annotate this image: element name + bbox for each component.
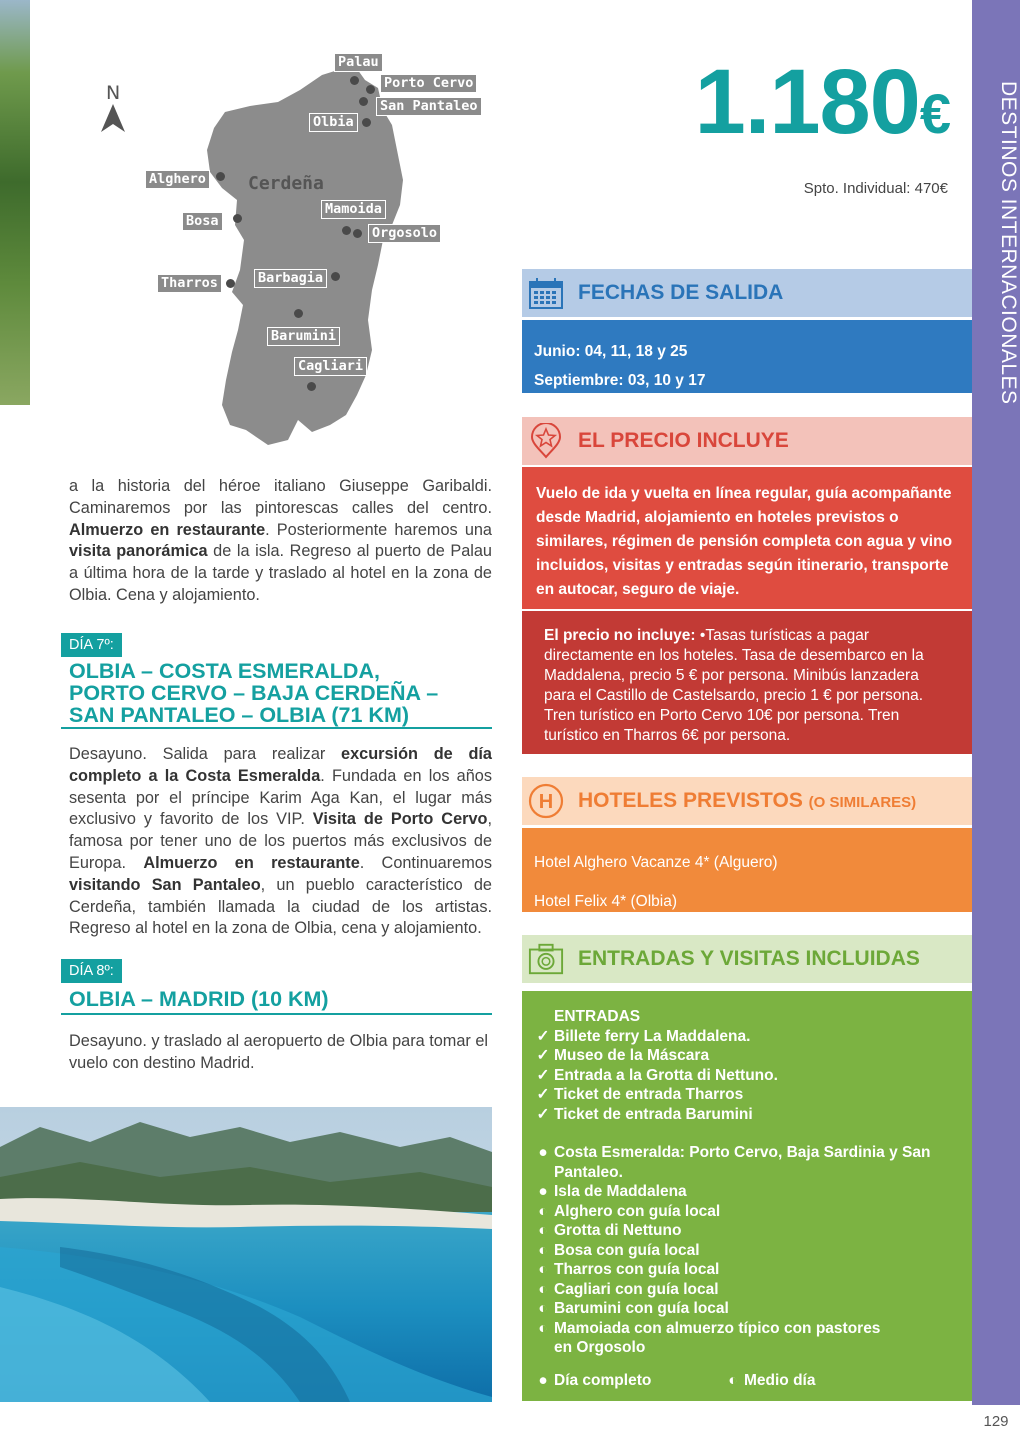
hoteles-body — [522, 828, 972, 912]
hoteles-title-main: HOTELES PREVISTOS — [578, 789, 803, 812]
fecha-line: Junio: 04, 11, 18 y 25 — [534, 343, 688, 360]
entradas-body — [522, 991, 972, 1401]
full-circle-icon: ● — [538, 1183, 548, 1200]
half-circle-icon: ◐ — [538, 1241, 548, 1259]
full-circle-icon: ● — [538, 1144, 548, 1161]
price — [640, 52, 950, 164]
coast-photo — [0, 1107, 492, 1402]
day8-paragraph: Desayuno. y traslado al aeropuerto de Olbia para tomar el vuelo con destino Madrid. — [69, 1032, 489, 1072]
entrada-item: ✓ Ticket de entrada Tharros — [532, 1085, 960, 1105]
visita-item: ◐ Cagliari con guía local — [532, 1280, 960, 1300]
price-currency: € — [919, 82, 950, 145]
entrada-item: ✓ Ticket de entrada Barumini — [532, 1105, 960, 1125]
visita-item: ◐ Mamoiada con almuerzo típico con pastores en Orgosolo — [532, 1319, 960, 1358]
map-label-tharros: Tharros — [157, 274, 222, 293]
sardinia-map — [0, 0, 520, 460]
visita-item: ● Isla de Maddalena — [532, 1182, 960, 1202]
hoteles-header — [522, 777, 972, 825]
hoteles-title — [578, 789, 916, 813]
half-circle-icon: ◐ — [538, 1222, 548, 1239]
day7-divider — [61, 727, 492, 729]
half-circle-icon: ◐ — [538, 1261, 548, 1278]
fechas-body — [522, 320, 972, 393]
incluye-title: EL PRECIO INCLUYE — [578, 429, 789, 452]
svg-text:H: H — [538, 791, 554, 813]
star-badge-icon — [528, 423, 564, 459]
price-amount: 1.180 — [694, 51, 920, 153]
half-circle-icon: ◐ — [728, 1371, 738, 1389]
map-label-alghero: Alghero — [145, 170, 210, 189]
check-icon: ✓ — [536, 1066, 550, 1084]
entradas-header — [522, 935, 972, 983]
legend-full-day: Día completo — [554, 1371, 652, 1389]
section-label: DESTINOS INTERNACIONALES — [997, 81, 1020, 405]
visita-item: ◐ Bosa con guía local — [532, 1241, 960, 1261]
check-icon: ✓ — [536, 1047, 550, 1064]
fechas-title: FECHAS DE SALIDA — [578, 281, 784, 304]
map-label-porto-cervo: Porto Cervo — [380, 74, 477, 93]
map-dot — [362, 118, 371, 127]
map-region-label: Cerdeña — [248, 173, 324, 194]
island-shape — [0, 0, 520, 460]
day8-divider — [61, 1013, 492, 1015]
check-icon: ✓ — [536, 1086, 550, 1103]
day7-title: OLBIA – COSTA ESMERALDA, PORTO CERVO – BAJA CERDEÑA – SAN PANTALEO – OLBIA (71 KM) — [69, 659, 439, 727]
calendar-icon — [528, 275, 564, 311]
entrada-item: ✓ Entrada a la Grotta di Nettuno. — [532, 1066, 960, 1086]
map-dot — [350, 76, 359, 85]
day7-badge: DÍA 7º: — [61, 633, 122, 657]
map-label-barumini: Barumini — [267, 327, 340, 346]
no-incluye-body — [522, 611, 972, 754]
map-dot — [342, 226, 351, 235]
side-band — [972, 0, 1020, 1405]
map-dot — [294, 309, 303, 318]
map-label-san-pantaleo: San Pantaleo — [376, 97, 482, 116]
visita-item: ◐ Tharros con guía local — [532, 1260, 960, 1280]
incluye-header — [522, 417, 972, 465]
map-label-palau: Palau — [334, 53, 383, 72]
entradas-subtitle: ENTRADAS — [554, 1008, 641, 1025]
entrada-item: ✓ Museo de la Máscara — [532, 1046, 960, 1066]
north-label: N — [106, 82, 121, 104]
visita-item: ◐ Alghero con guía local — [532, 1202, 960, 1222]
map-dot — [307, 382, 316, 391]
map-label-barbagia: Barbagia — [254, 269, 327, 288]
hotel-item: Hotel Alghero Vacanze 4* (Alguero) — [534, 854, 778, 871]
camera-icon — [528, 941, 564, 977]
day8-title: OLBIA – MADRID (10 KM) — [69, 987, 329, 1011]
map-dot — [331, 272, 340, 281]
half-circle-icon: ◐ — [538, 1280, 548, 1298]
map-dot — [353, 229, 362, 238]
visita-item: ● Costa Esmeralda: Porto Cervo, Baja Sardinia y San Pantaleo. — [532, 1143, 960, 1182]
map-dot — [226, 279, 235, 288]
map-dot — [366, 85, 375, 94]
half-circle-icon: ◐ — [538, 1319, 548, 1337]
map-label-olbia: Olbia — [309, 113, 358, 132]
hotel-icon — [528, 783, 564, 819]
check-icon: ✓ — [536, 1027, 550, 1045]
incluye-body: Vuelo de ida y vuelta en línea regular, guía acompañante desde Madrid, alojamiento en hoteles previstos o similares, régimen de pensión completa con agua y vino incluidos, visitas y entradas según itinerario, transporte en autocar, seguro de viaje. — [522, 467, 972, 609]
intro-paragraph: a la historia del héroe italiano Giuseppe Garibaldi. Caminaremos por las pintorescas calles del centro. Almuerzo en restaurante. Posteriormente haremos una visita panorámica de la isla. Regreso al puerto de Palau a última hora de la tarde y traslado al hotel en la zona de Olbia. Cena y alojamiento. — [69, 477, 492, 604]
hotel-item: Hotel Felix 4* (Olbia) — [534, 893, 677, 910]
day7-paragraph: Desayuno. Salida para realizar excursión de día completo a la Costa Esmeralda. Fundada en los años sesenta por el príncipe Karim Aga Kan, el lugar más exclusivo y favorito de los VIP. Visita de Porto Cervo, famosa por tener uno de los puertos más exclusivos de Europa. Almuerzo en restaurante. Continuaremos visitando San Pantaleo, un pueblo característico de Cerdeña, también llamada la ciudad de los artistas. Regreso al hotel en la zona de Olbia, cena y alojamiento. — [69, 745, 492, 938]
map-label-cagliari: Cagliari — [294, 357, 367, 376]
visita-item: ◐ Barumini con guía local — [532, 1299, 960, 1319]
legend-half-day: Medio día — [744, 1371, 816, 1389]
single-supplement: Spto. Individual: 470€ — [803, 180, 948, 197]
fechas-header — [522, 269, 972, 317]
half-circle-icon: ◐ — [538, 1300, 548, 1317]
fecha-line: Septiembre: 03, 10 y 17 — [534, 372, 706, 389]
check-icon: ✓ — [536, 1105, 550, 1123]
hoteles-title-small: (O SIMILARES) — [808, 794, 917, 811]
map-dot — [216, 172, 225, 181]
map-label-orgosolo: Orgosolo — [368, 224, 441, 243]
entrada-item: ✓ Billete ferry La Maddalena. — [532, 1027, 960, 1047]
map-dot — [233, 214, 242, 223]
north-arrow-icon — [101, 104, 125, 132]
map-label-mamoida: Mamoida — [321, 200, 386, 219]
entradas-title: ENTRADAS Y VISITAS INCLUIDAS — [578, 947, 920, 970]
no-incluye-text: •Tasas turísticas a pagar directamente en los hoteles. Tasa de desembarco en la Maddalena, precio 5 € por persona. Minibús lanzadera para el Castillo de Castelsardo, precio 1 € por persona. Tren turístico en Porto Cervo 10€ por persona. Tren turístico en Tharros 6€ por persona. — [544, 627, 924, 744]
half-circle-icon: ◐ — [538, 1202, 548, 1220]
map-label-bosa: Bosa — [182, 212, 223, 231]
full-circle-icon: ● — [538, 1371, 548, 1389]
visita-item: ◐ Grotta di Nettuno — [532, 1221, 960, 1241]
no-incluye-label: El precio no incluye: — [544, 627, 696, 644]
map-dot — [359, 97, 368, 106]
legend — [532, 1371, 960, 1391]
day8-badge: DÍA 8º: — [61, 959, 122, 983]
page-number: 129 — [983, 1413, 1009, 1430]
